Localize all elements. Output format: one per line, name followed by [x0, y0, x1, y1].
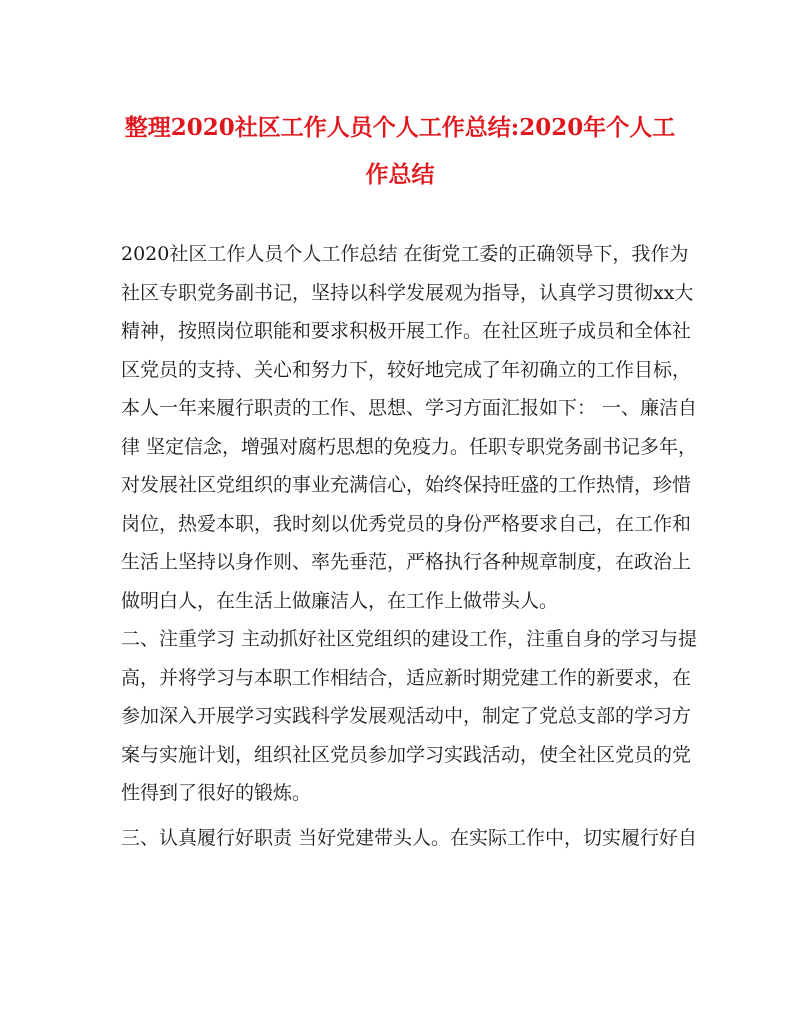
body-line: 参加深入开展学习实践科学发展观活动中，制定了党总支部的学习方 [121, 705, 692, 727]
body-line: 性得到了很好的锻炼。 [121, 782, 312, 804]
body-line: 社区专职党务副书记，坚持以科学发展观为指导，认真学习贯彻xx大 [121, 281, 694, 304]
body-line: 案与实施计划，组织社区党员参加学习实践活动，使全社区党员的党 [121, 743, 692, 766]
body-line: 高，并将学习与本职工作相结合，适应新时期党建工作的新要求，在 [121, 666, 692, 689]
body-line: 做明白人，在生活上做廉洁人，在工作上做带头人。 [121, 589, 559, 612]
document-title-line-1: 整理2020社区工作人员个人工作总结:2020年个人工 [124, 114, 676, 141]
body-line: 二、注重学习 主动抓好社区党组织的建设工作，注重自身的学习与提 [121, 628, 698, 650]
document-body [121, 235, 698, 857]
document-title-line-2: 作总结 [365, 161, 435, 188]
body-line: 律 坚定信念，增强对腐朽思想的免疫力。任职专职党务副书记多年， [121, 435, 698, 458]
body-line: 对发展社区党组织的事业充满信心，始终保持旺盛的工作热情，珍惜 [121, 474, 692, 496]
body-line: 生活上坚持以身作则、率先垂范，严格执行各种规章制度，在政治上 [121, 551, 692, 573]
document-title [120, 104, 680, 198]
body-line: 区党员的支持、关心和努力下，较好地完成了年初确立的工作目标， [121, 358, 692, 381]
body-line: 精神，按照岗位职能和要求积极开展工作。在社区班子成员和全体社 [121, 320, 692, 342]
body-line: 本人一年来履行职责的工作、思想、学习方面汇报如下： 一、廉洁自 [121, 397, 698, 419]
body-line: 2020社区工作人员个人工作总结 在街党工委的正确领导下，我作为 [121, 243, 689, 265]
body-line: 三、认真履行好职责 当好党建带头人。在实际工作中，切实履行好自 [121, 826, 698, 849]
body-line: 岗位，热爱本职，我时刻以优秀党员的身份严格要求自己，在工作和 [121, 512, 692, 535]
